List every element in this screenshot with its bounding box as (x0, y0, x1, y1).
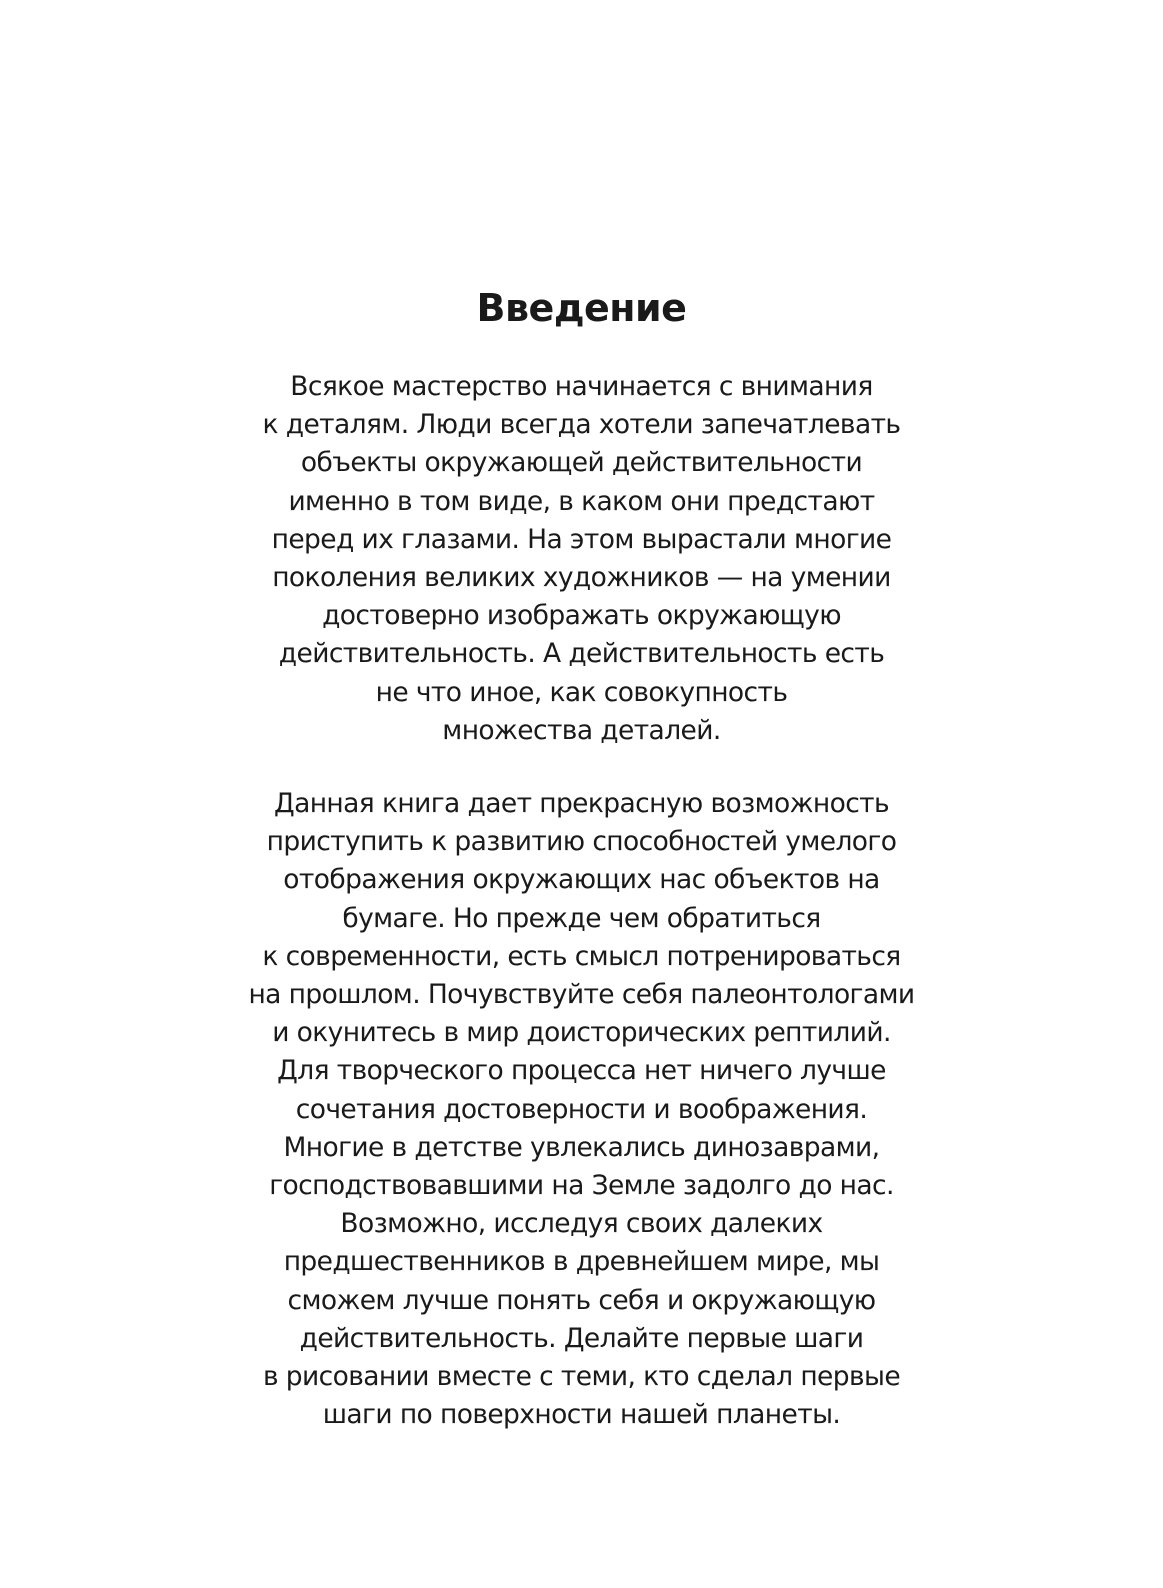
text-line: Возможно, исследуя своих далеких (340, 1208, 823, 1240)
text-line: бумаге. Но прежде чем обратиться (342, 902, 821, 934)
paragraph-intro (0, 368, 1163, 750)
page-title: Введение (476, 286, 687, 330)
text-line: Данная книга дает прекрасную возможность (273, 788, 890, 819)
text-line: к деталям. Люди всегда хотели запечатлевать (262, 409, 901, 441)
text-line: множества деталей. (442, 714, 721, 746)
paragraph-book-purpose (0, 785, 1163, 1434)
text-line: сочетания достоверности и воображения. (295, 1093, 868, 1125)
text-line: сможем лучше понять себя и окружающую (287, 1284, 876, 1316)
text-line: на прошлом. Почувствуйте себя палеонтологами (248, 979, 915, 1011)
text-line: перед их глазами. На этом вырастали многие (271, 523, 892, 555)
text-line: господствовавшими на Земле задолго до нас. (269, 1170, 894, 1202)
text-line: не что иное, как совокупность (375, 676, 788, 708)
text-line: отображения окружающих нас объектов на (283, 864, 880, 896)
text-line: достоверно изображать окружающую (322, 600, 841, 632)
text-line: шаги по поверхности нашей планеты. (322, 1399, 841, 1431)
text-line: поколения великих художников — на умении (272, 562, 891, 594)
text-line: действительность. Делайте первые шаги (299, 1322, 864, 1354)
text-line: к современности, есть смысл потренироваться (262, 940, 901, 972)
text-line: в рисовании вместе с теми, кто сделал первые (262, 1361, 901, 1393)
text-line: действительность. А действительность есть (278, 638, 885, 670)
text-line: Для творческого процесса нет ничего лучше (277, 1055, 886, 1087)
text-line: предшественников в древнейшем мире, мы (283, 1246, 880, 1278)
text-line: объекты окружающей действительности (300, 447, 863, 479)
text-line: Всякое мастерство начинается с внимания (290, 371, 873, 402)
text-line: и окунитесь в мир доисторических рептилий. (272, 1017, 891, 1049)
text-line: Многие в детстве увлекались динозаврами, (283, 1131, 880, 1163)
text-line: именно в том виде, в каком они предстают (288, 485, 875, 517)
text-line: приступить к развитию способностей умелого (266, 826, 897, 858)
